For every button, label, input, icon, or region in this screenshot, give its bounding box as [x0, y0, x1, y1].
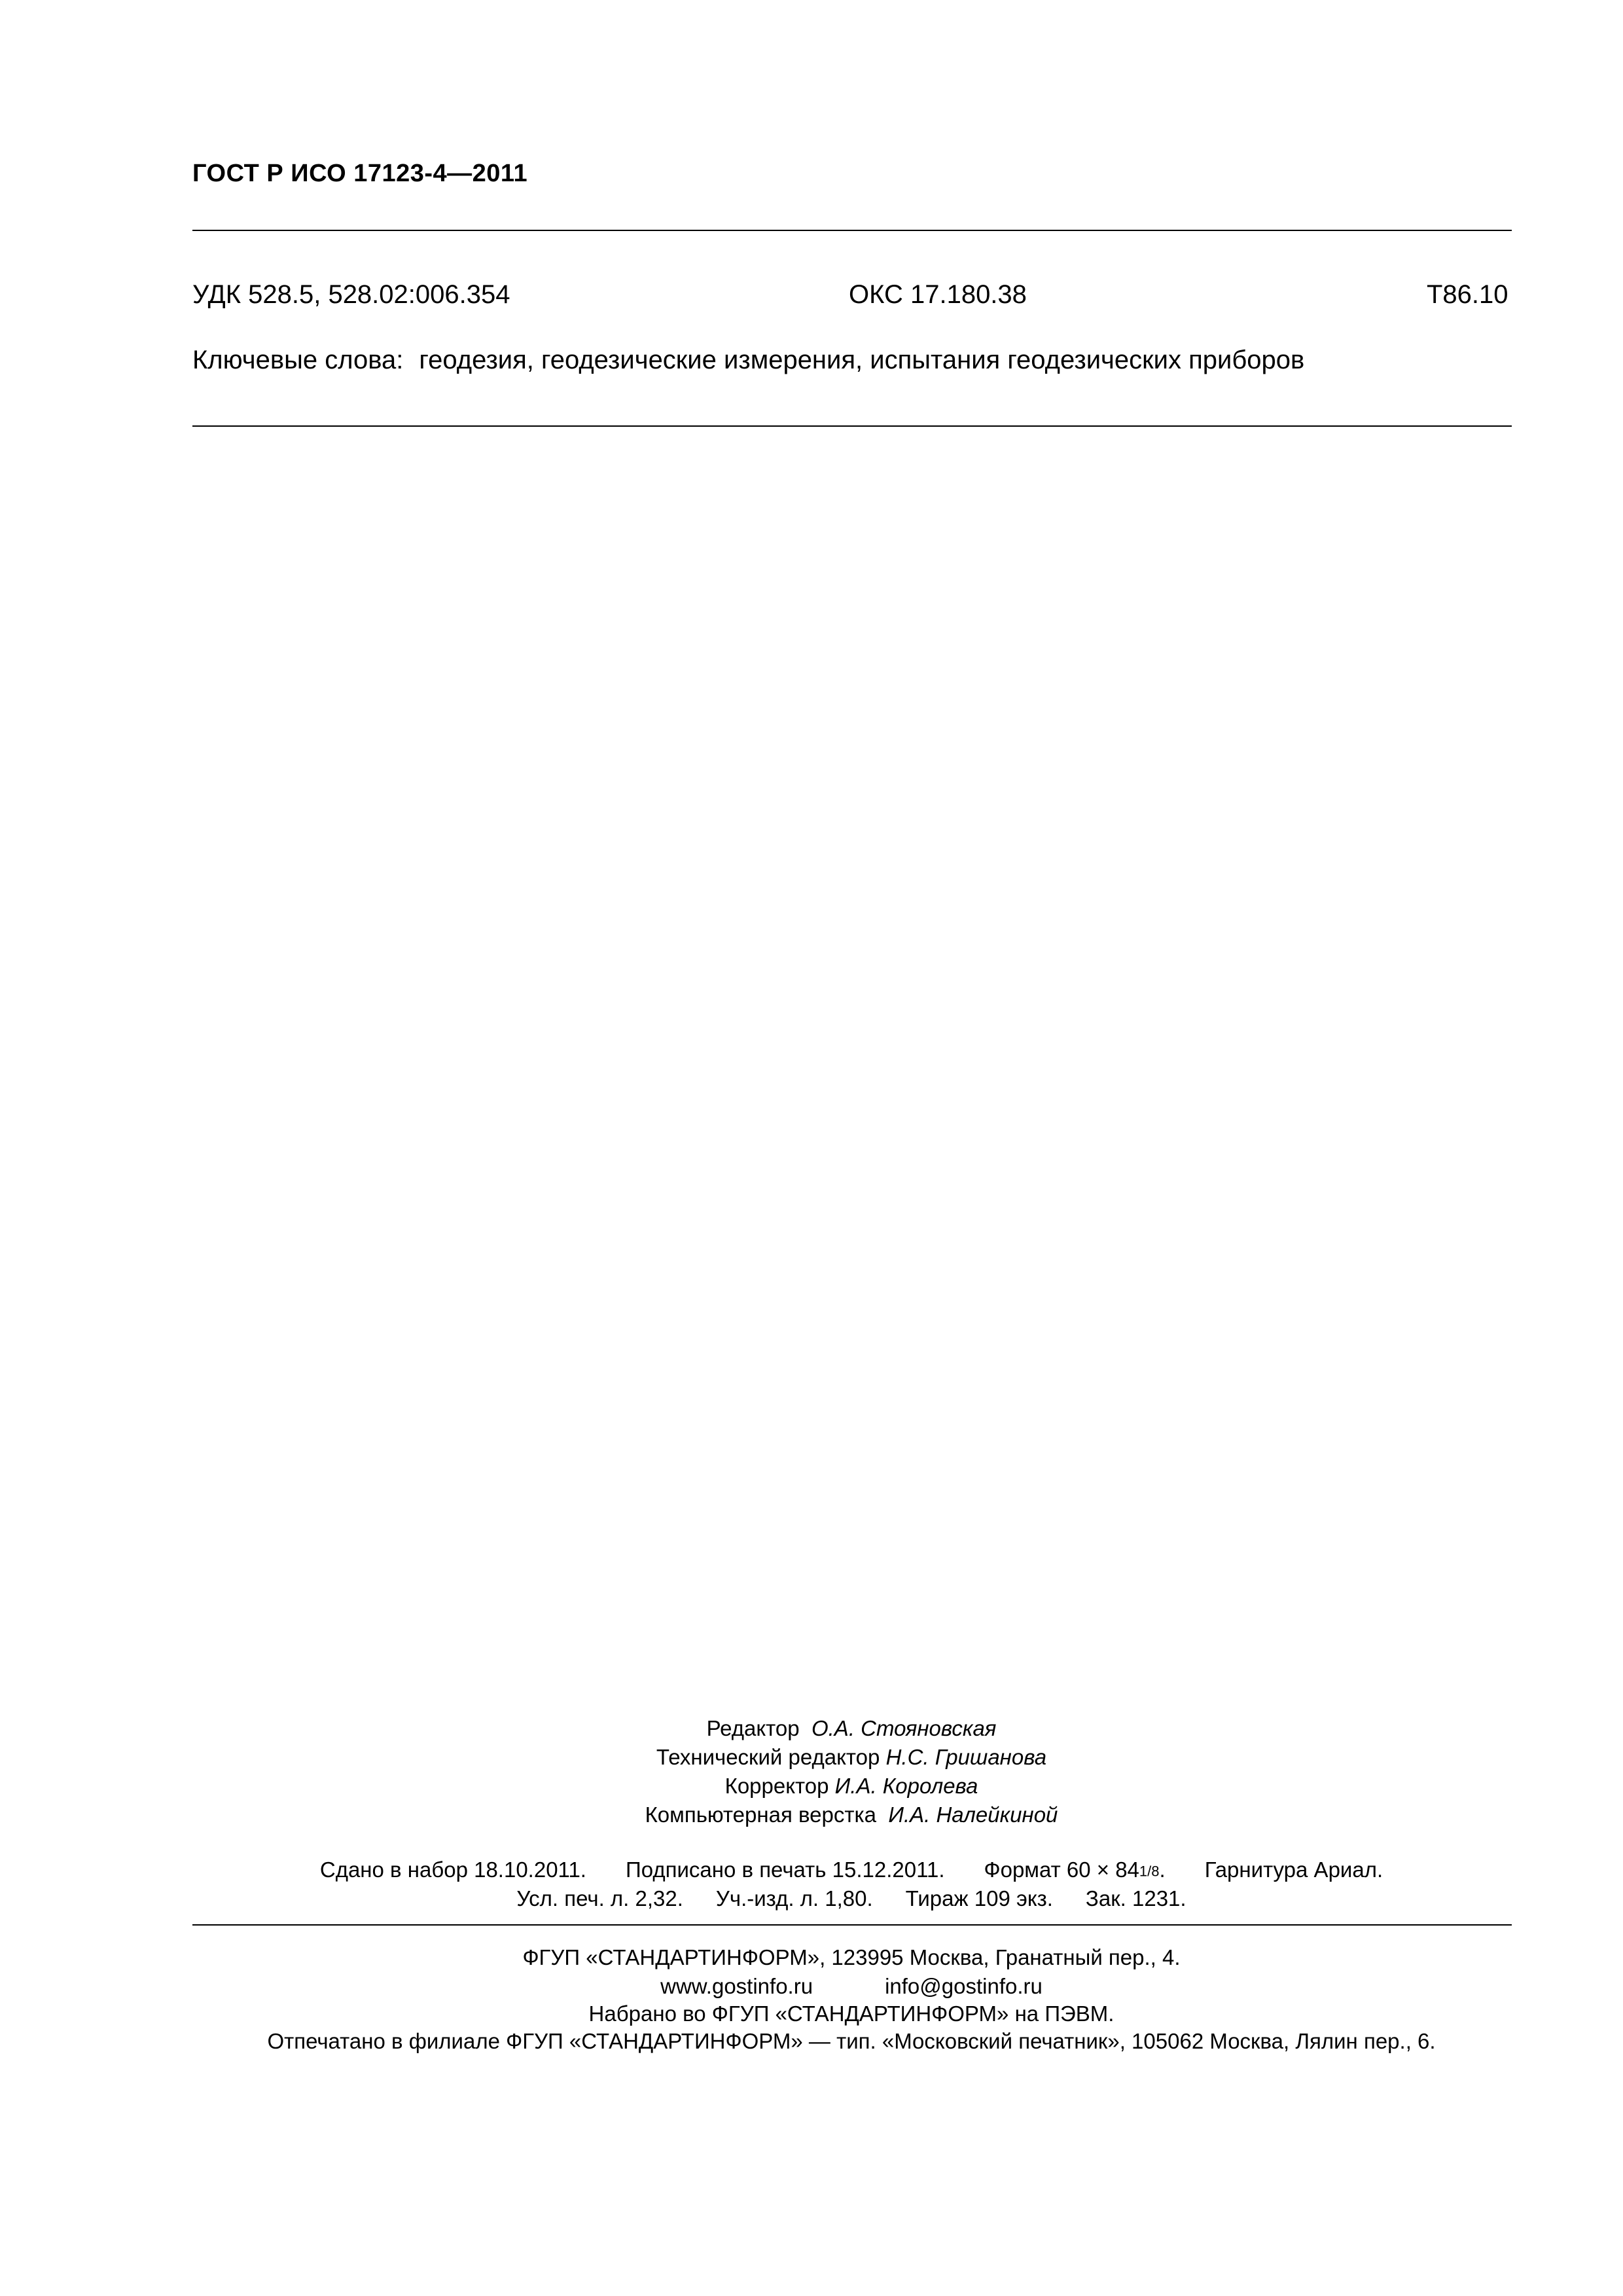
keywords-text: геодезия, геодезические измерения, испытания геодезических приборов — [419, 346, 1305, 374]
format-fraction: 1/8 — [1139, 1863, 1160, 1880]
layout-name: И.А. Налейкиной — [888, 1803, 1058, 1827]
tech-editor-name: Н.С. Гришанова — [885, 1745, 1047, 1769]
classification-code: Т86.10 — [1427, 280, 1508, 309]
layout-label: Компьютерная верстка — [645, 1803, 876, 1827]
corrector-label: Корректор — [724, 1774, 829, 1798]
keywords-line — [192, 346, 1304, 375]
oks-code: ОКС 17.180.38 — [849, 280, 1027, 309]
publisher-address: ФГУП «СТАНДАРТИНФОРМ», 123995 Москва, Гранатный пер., 4. — [522, 1945, 1181, 1969]
credit-editor — [0, 1716, 1623, 1741]
top-divider — [192, 230, 1512, 231]
print-run: Тираж 109 экз. — [905, 1886, 1053, 1910]
publisher-website: www.gostinfo.ru — [660, 1974, 813, 1998]
credit-layout — [0, 1803, 1623, 1827]
publisher-contacts — [0, 1974, 1623, 1999]
submitted-date: Сдано в набор 18.10.2011. — [319, 1857, 586, 1882]
keywords-label: Ключевые слова: — [192, 346, 404, 374]
paper-format: Формат 60 × 84 — [984, 1857, 1139, 1882]
keywords-divider — [192, 425, 1512, 427]
signed-date: Подписано в печать 15.12.2011. — [625, 1857, 945, 1882]
editor-label: Редактор — [706, 1716, 800, 1740]
edition-sheets: Уч.-изд. л. 1,80. — [715, 1886, 873, 1910]
typeface: Гарнитура Ариал. — [1204, 1857, 1383, 1882]
credit-tech-editor — [0, 1745, 1623, 1770]
printed-note: Отпечатано в филиале ФГУП «СТАНДАРТИНФОРМ» — тип. «Московский печатник», 105062 Москва, Лялин пер., 6. — [267, 2029, 1436, 2053]
corrector-name: И.А. Королева — [834, 1774, 978, 1798]
order-number: Зак. 1231. — [1085, 1886, 1186, 1910]
publisher-email: info@gostinfo.ru — [885, 1974, 1043, 1998]
tech-editor-label: Технический редактор — [656, 1745, 880, 1769]
print-details-line-1: Сдано в набор 18.10.2011. Подписано в печать 15.12.2011. Формат 60 × 841/8. Гарнитура Ариал. — [319, 1857, 1383, 1882]
print-details-line-2 — [0, 1886, 1623, 1911]
credit-corrector — [0, 1774, 1623, 1799]
print-sheets: Усл. печ. л. 2,32. — [516, 1886, 683, 1910]
document-title: ГОСТ Р ИСО 17123-4—2011 — [192, 160, 528, 187]
udk-code: УДК 528.5, 528.02:006.354 — [192, 280, 510, 309]
publisher-divider — [192, 1924, 1512, 1926]
editor-name: О.А. Стояновская — [811, 1716, 997, 1740]
typeset-note: Набрано во ФГУП «СТАНДАРТИНФОРМ» на ПЭВМ. — [588, 2001, 1115, 2026]
